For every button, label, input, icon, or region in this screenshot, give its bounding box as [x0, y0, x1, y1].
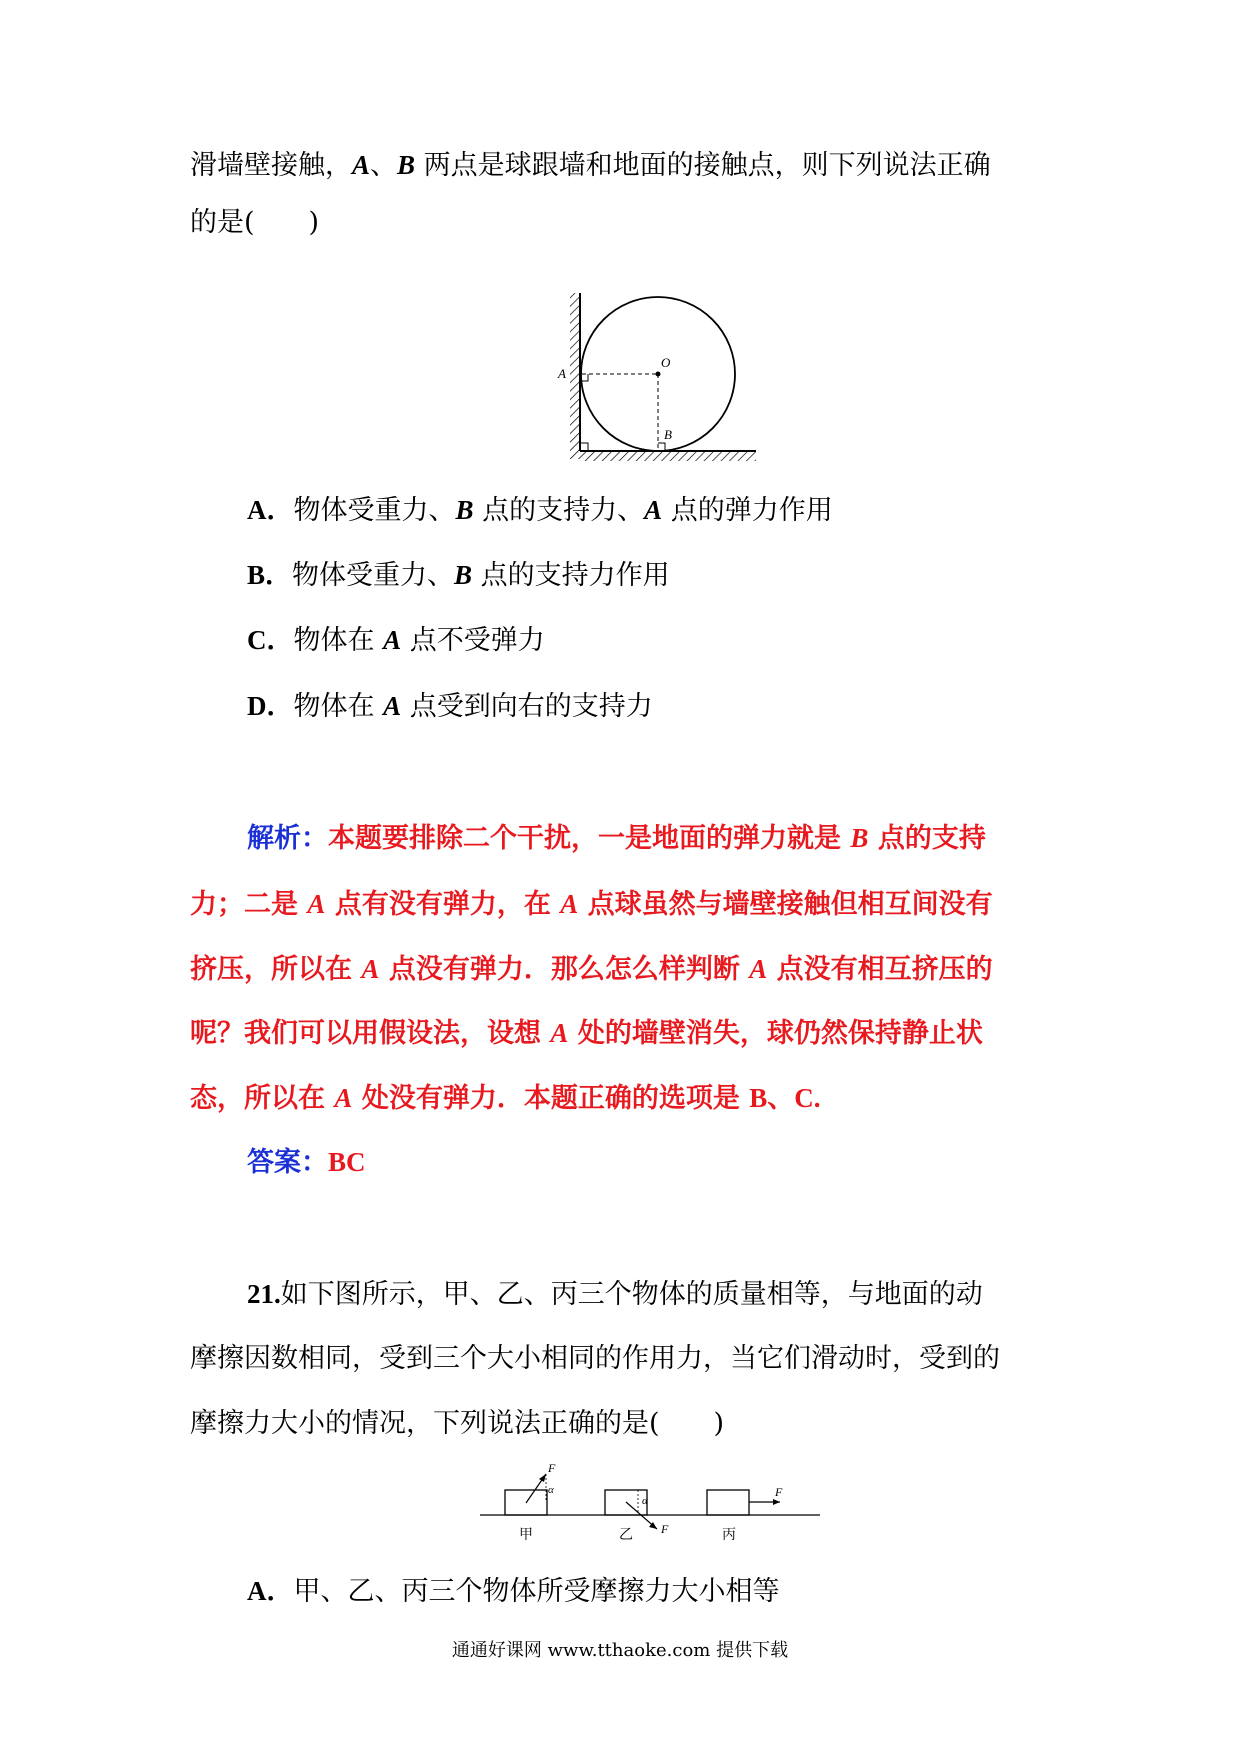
arrowhead-jia: [539, 1474, 546, 1482]
ball-wall-figure: [540, 285, 765, 470]
wall-hatch: [570, 293, 580, 459]
q21-stem-line-2: 摩擦因数相同，受到三个大小相同的作用力，当它们滑动时，受到的: [190, 1343, 1000, 1374]
svg-text:α: α: [548, 1484, 554, 1496]
q20-stem-line-2: 的是( ): [190, 207, 320, 238]
answer-line: [247, 1142, 366, 1183]
label-B: B: [664, 427, 672, 442]
label-O: O: [661, 355, 671, 370]
svg-text:F: F: [661, 1522, 669, 1536]
analysis-line-4: 呢？我们可以用假设法，设想 A 处的墙壁消失，球仍然保持静止状: [190, 1018, 983, 1049]
analysis-line-1: 解析：本题要排除二个干扰，一是地面的弹力就是 B 点的支持: [247, 823, 986, 854]
label-bing: 丙: [722, 1528, 736, 1543]
answer-label: 答案：: [247, 1147, 328, 1178]
analysis-label: 解析：: [247, 823, 328, 854]
svg-text:α: α: [642, 1495, 648, 1507]
q21-stem-line-3: 摩擦力大小的情况，下列说法正确的是( ): [190, 1408, 725, 1439]
ground-hatch: [580, 451, 756, 461]
q21-option-a: A．甲、乙、丙三个物体所受摩擦力大小相等: [247, 1576, 780, 1607]
three-blocks-figure: [475, 1460, 825, 1555]
svg-text:F: F: [775, 1485, 783, 1499]
svg-text:F: F: [548, 1461, 556, 1475]
q20-option-d: D．物体在 A 点受到向右的支持力: [247, 691, 653, 722]
label-A: A: [558, 366, 566, 381]
q20-option-a: A．物体受重力、B 点的支持力、A 点的弹力作用: [247, 495, 833, 526]
analysis-line-2: 力；二是 A 点有没有弹力，在 A 点球虽然与墙壁接触但相互间没有: [190, 889, 993, 920]
label-yi: 乙: [619, 1528, 633, 1543]
block-bing: [707, 1490, 749, 1515]
q21-stem-line-1: 21.如下图所示，甲、乙、丙三个物体的质量相等，与地面的动: [247, 1279, 983, 1310]
arrowhead-bing: [773, 1499, 780, 1505]
right-angle-corner: [581, 443, 588, 450]
analysis-line-5: 态，所以在 A 处没有弹力．本题正确的选项是 B、C.: [190, 1083, 821, 1114]
q20-option-b: B．物体受重力、B 点的支持力作用: [247, 560, 670, 591]
q20-stem-line-1: 滑墙壁接触，A、B 两点是球跟墙和地面的接触点，则下列说法正确: [190, 150, 991, 181]
footer-text: 通通好课网 www.tthaoke.com 提供下载: [451, 1640, 789, 1661]
right-angle-B: [658, 443, 665, 450]
label-jia: 甲: [519, 1528, 533, 1543]
answer-value: BC: [328, 1147, 366, 1177]
q20-option-c: C．物体在 A 点不受弹力: [247, 625, 545, 656]
analysis-line-3: 挤压，所以在 A 点没有弹力．那么怎么样判断 A 点没有相互挤压的: [190, 954, 993, 985]
center-dot: [656, 372, 661, 377]
